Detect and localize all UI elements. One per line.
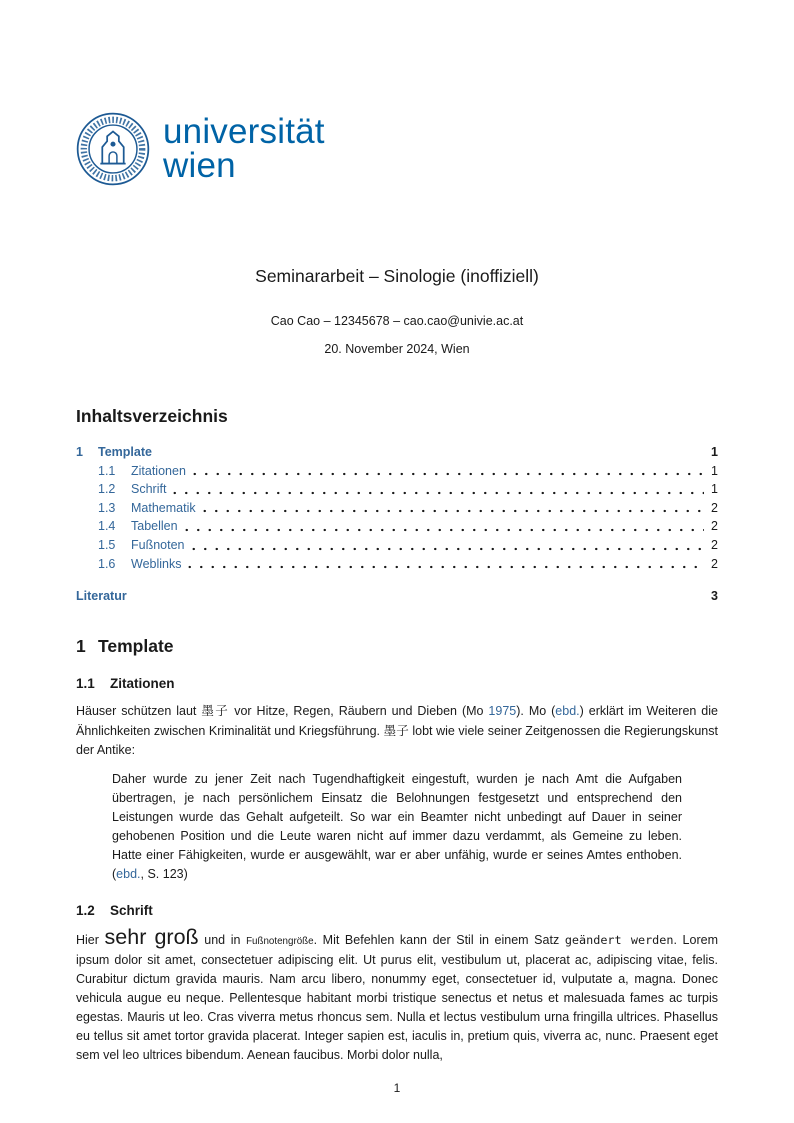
subsection-heading-schrift xyxy=(76,903,718,918)
university-seal-icon xyxy=(76,112,150,186)
toc-leader-dots xyxy=(180,517,704,536)
toc-entry-number: 1.5 xyxy=(98,537,116,552)
toc-entry-page: 2 xyxy=(711,537,718,552)
subsection-title: Schrift xyxy=(110,902,153,918)
citation-ebd-link[interactable]: ebd. xyxy=(555,703,580,718)
toc-entry-fussnoten[interactable] xyxy=(76,536,718,555)
toc-entry-label: Schrift xyxy=(131,482,167,497)
text-run: ). Mo ( xyxy=(516,703,556,718)
toc-leader-dots xyxy=(187,536,705,555)
text-run: . Mit Befehlen kann der Stil in einem Satz xyxy=(313,932,565,947)
toc-entry-page: 3 xyxy=(711,589,718,604)
document-title: Seminararbeit – Sinologie (inoffiziell) xyxy=(255,266,539,286)
quote-tail: , S. 123) xyxy=(140,866,188,881)
subsection-number: 1.2 xyxy=(76,902,95,918)
toc-leader-dots xyxy=(198,499,704,518)
cjk-text: 墨子 xyxy=(201,702,230,718)
toc-entry-label: Template xyxy=(98,445,152,459)
subsection-number: 1.1 xyxy=(76,675,95,691)
toc-leader xyxy=(129,587,704,606)
toc-entry-zitationen[interactable] xyxy=(76,462,718,481)
toc-entry-page: 1 xyxy=(711,463,718,478)
toc-entry-label: Zitationen xyxy=(131,463,186,478)
blockquote-zitationen xyxy=(112,770,682,884)
toc-leader xyxy=(154,443,704,462)
toc-entry-number: 1 xyxy=(76,445,83,459)
subsection-heading-zitationen xyxy=(76,676,718,691)
toc-entry-number: 1.2 xyxy=(98,482,116,497)
toc-entry-number: 1.1 xyxy=(98,463,116,478)
citation-ebd-link[interactable]: ebd. xyxy=(116,866,141,881)
toc-leader-dots xyxy=(183,555,704,574)
wordmark-line2: wien xyxy=(163,146,236,185)
toc-heading: Inhaltsverzeichnis xyxy=(76,406,228,426)
toc-entry-label: Tabellen xyxy=(131,519,178,534)
text-run: vor Hitze, Regen, Räubern und Dieben (Mo xyxy=(229,703,489,718)
toc-entry-tabellen[interactable] xyxy=(76,517,718,536)
text-run: Häuser schützen laut xyxy=(76,703,202,718)
table-of-contents xyxy=(76,443,718,606)
text-run: . Lorem ipsum dolor sit amet, consectetuer adipiscing elit. Ut purus elit, vestibulum ut, placerat ac, adipiscing vitae, felis. Curabitur dictum gravida mauris. Nam arcu libero, nonummy eget, consectetuer id, vulputate a, magna. Donec vehicula augue eu neque. Pellentesque habitant morbi tristique senectus et netus et malesuada fames ac turpis egestas. Mauris ut leo. Cras viverra metus rhoncus sem. Nulla et lectus vestibulum urna fringilla ultrices. Phasellus eu tellus sit amet tortor gravida placerat. Integer sapien est, iaculis in, pretium quis, viverra ac, nunc. Praesent eget sem vel leo ultrices bibendum. Aenean faucibus. Morbi dolor nulla, xyxy=(76,932,718,1062)
toc-entry-label: Mathematik xyxy=(131,500,196,515)
toc-entry-page: 1 xyxy=(711,445,718,459)
large-text: sehr groß xyxy=(104,924,199,949)
date-line: 20. November 2024, Wien xyxy=(324,342,470,356)
quote-text: Daher wurde zu jener Zeit nach Tugendhaftigkeit eingestuft, wurden je nach Amt die Aufgaben übertragen, je nach persönlichem Einsatz die Belohnungen festgesetzt und entsprechend den Leistungen wurde das Gehalt aufgeteilt. So war ein Beamter nicht unbedingt auf Dauer in seiner gehobenen Position und die Leute waren nicht auf immer dazu verdammt, als Gemeine zu leben. Hatte einer Fähigkeiten, wurde er ausgewählt, war er aber unfähig, wurde er seines Amtes enthoben. ( xyxy=(112,771,682,881)
wordmark-line1: universität xyxy=(163,112,325,151)
toc-entry-label: Literatur xyxy=(76,589,127,604)
paragraph-schrift xyxy=(76,924,718,1065)
toc-entry-template[interactable] xyxy=(76,443,718,462)
text-run: ) erklärt im Weiteren die Ähnlichkeiten zwischen Kriminalität und Kriegsführung. xyxy=(76,703,718,738)
toc-entry-page: 2 xyxy=(711,500,718,515)
toc-entry-number: 1.3 xyxy=(98,500,116,515)
toc-entry-weblinks[interactable] xyxy=(76,555,718,574)
university-wordmark xyxy=(163,112,325,185)
text-run: lobt wie viele seiner Zeitgenossen die Regierungskunst der Antike: xyxy=(76,723,718,757)
page-number: 1 xyxy=(393,1081,401,1095)
footnote-size-text: Fußnotengröße xyxy=(246,935,314,947)
toc-entry-schrift[interactable] xyxy=(76,480,718,499)
toc-entry-mathematik[interactable] xyxy=(76,499,718,518)
university-logo xyxy=(76,0,718,186)
toc-entry-literatur[interactable] xyxy=(76,587,718,606)
title-block xyxy=(76,266,718,356)
cjk-text: 墨子 xyxy=(383,722,409,738)
toc-entry-number: 1.6 xyxy=(98,556,116,571)
paragraph-zitationen xyxy=(76,701,718,760)
monospace-text: geändert werden xyxy=(564,932,674,947)
text-run: und in xyxy=(198,932,247,947)
toc-entry-page: 1 xyxy=(711,482,718,497)
toc-entry-page: 2 xyxy=(711,519,718,534)
toc-leader-dots xyxy=(188,462,704,481)
section-heading-template xyxy=(76,636,718,657)
text-run: Hier xyxy=(76,932,105,947)
section-title: Template xyxy=(98,635,174,656)
toc-entry-label: Weblinks xyxy=(131,556,182,571)
toc-leader-dots xyxy=(168,480,704,499)
author-line: Cao Cao – 12345678 – cao.cao@univie.ac.at xyxy=(270,314,524,328)
toc-entry-number: 1.4 xyxy=(98,519,116,534)
section-number: 1 xyxy=(76,635,86,656)
toc-entry-label: Fußnoten xyxy=(131,537,185,552)
citation-year-link[interactable]: 1975 xyxy=(488,703,517,718)
toc-entry-page: 2 xyxy=(711,556,718,571)
subsection-title: Zitationen xyxy=(110,675,175,691)
